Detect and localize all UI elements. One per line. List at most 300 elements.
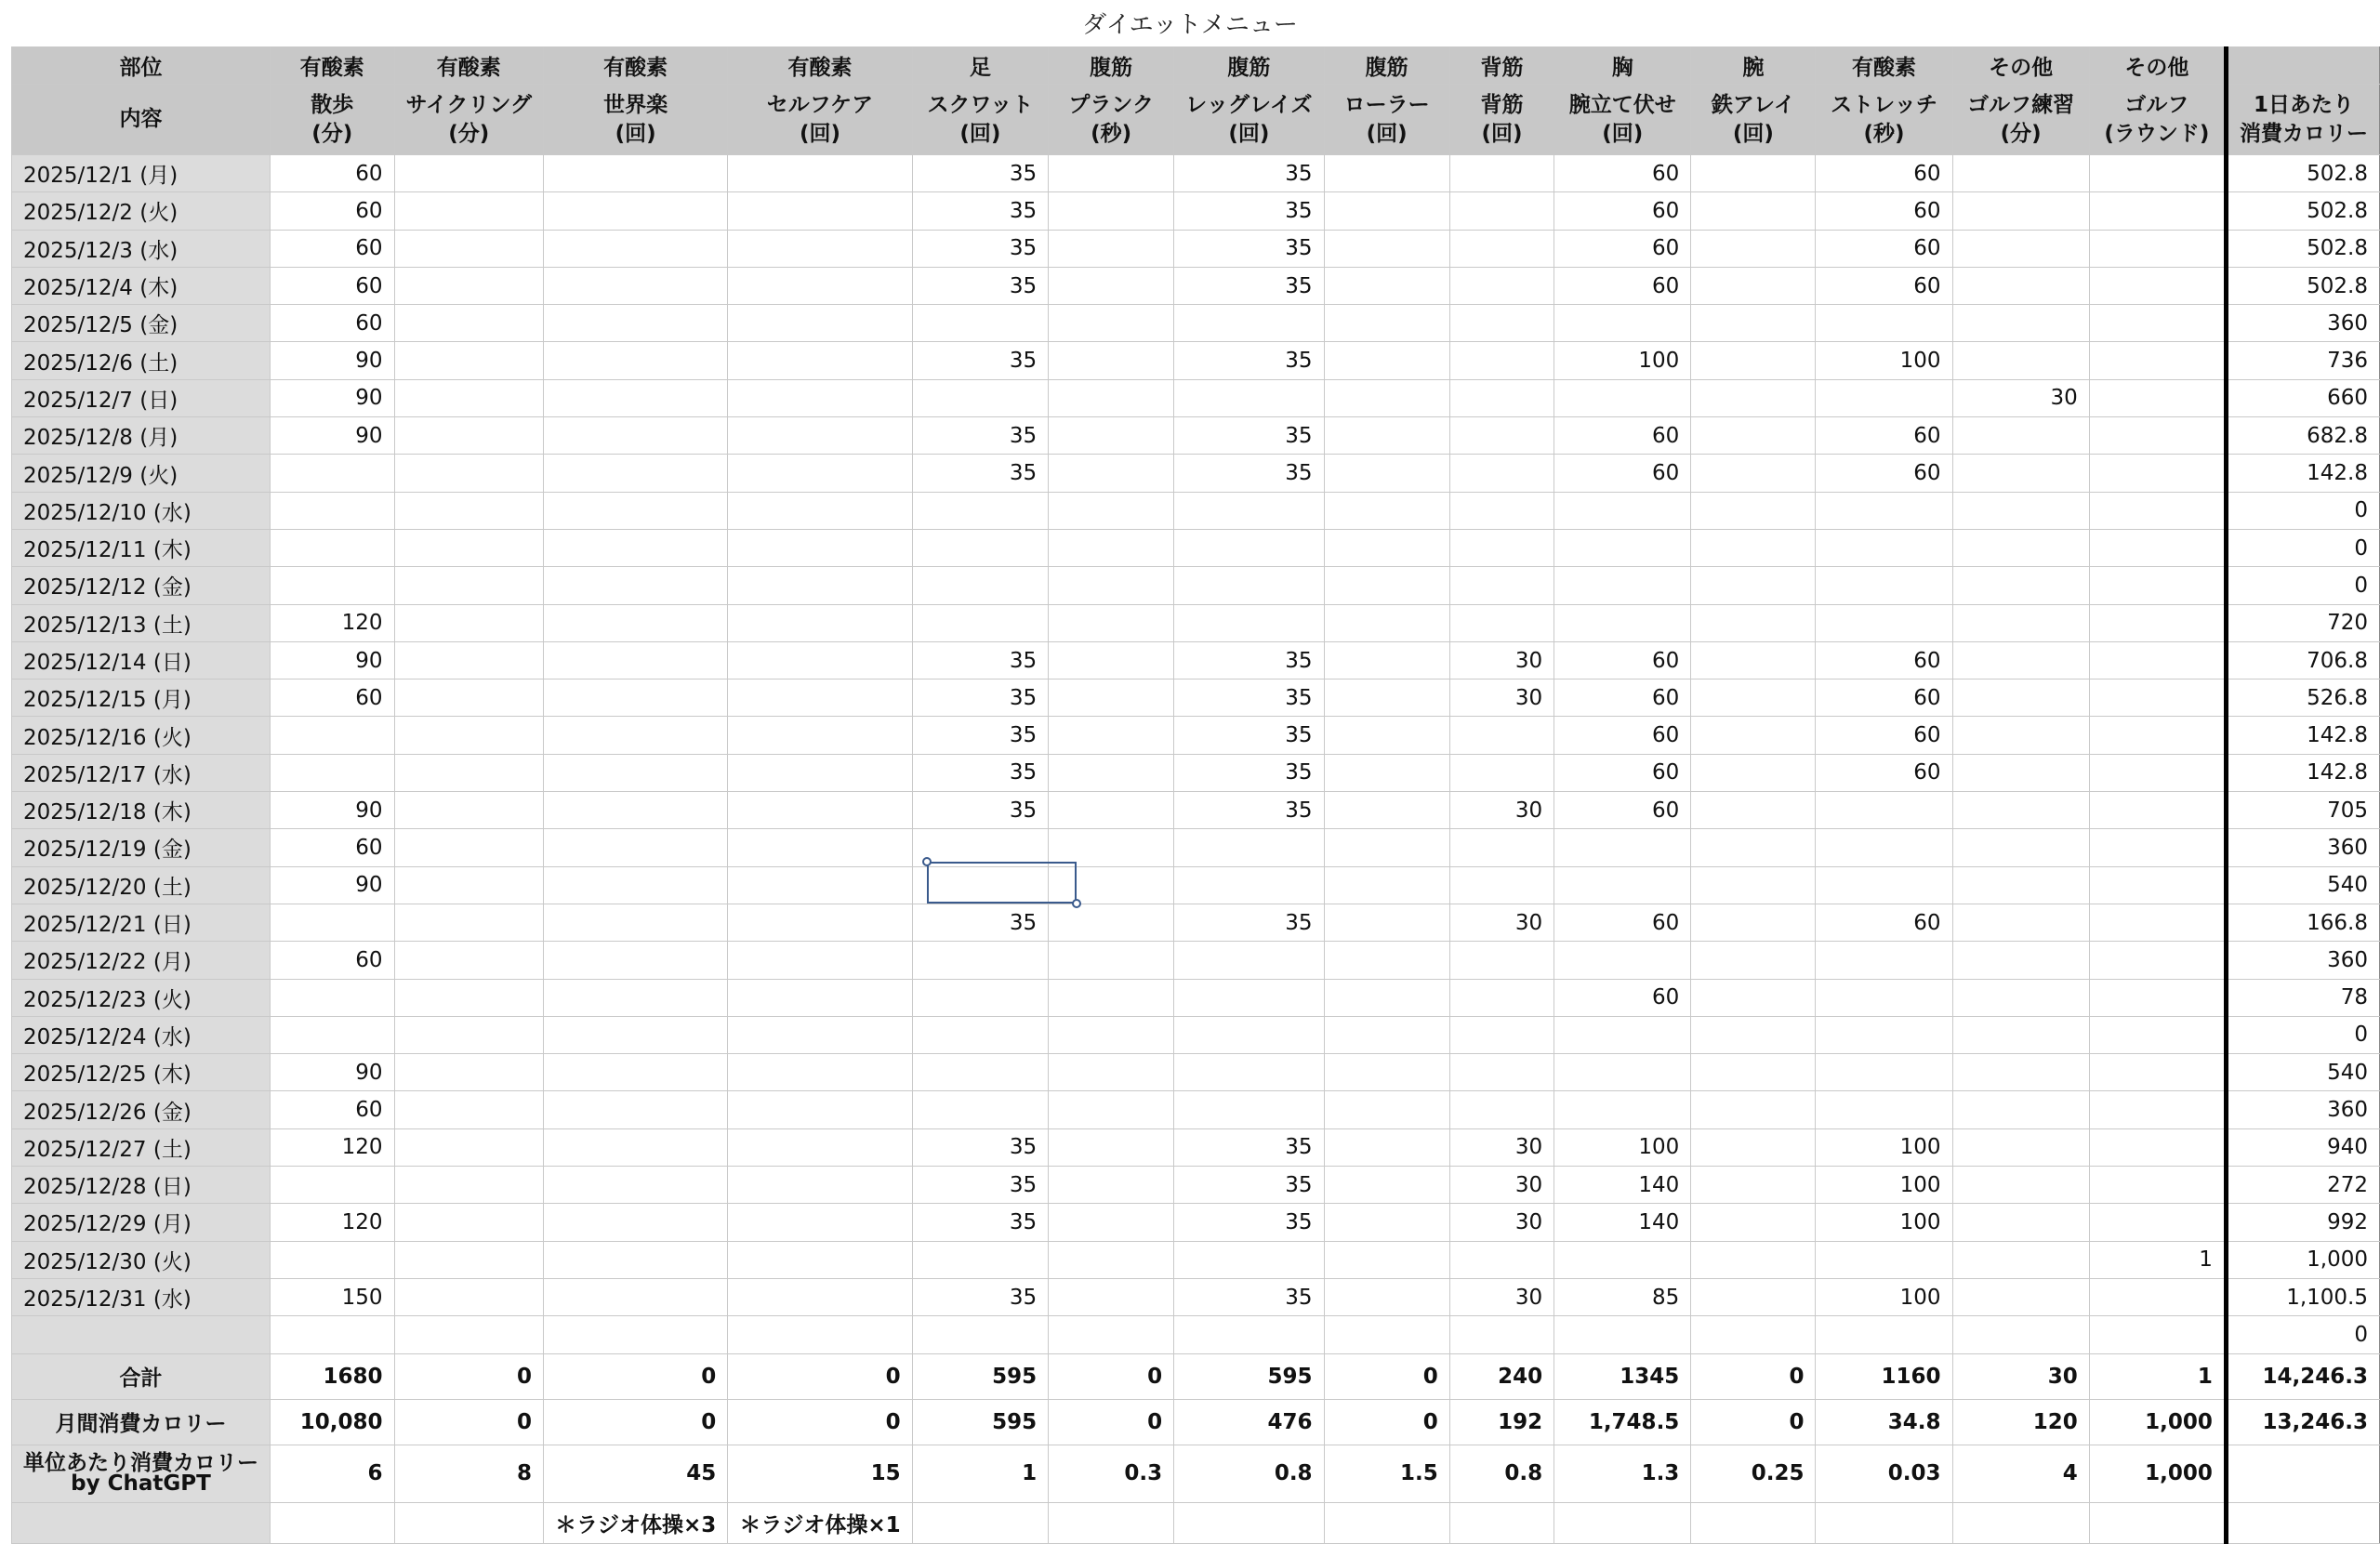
data-cell[interactable]: [1049, 192, 1174, 230]
data-cell[interactable]: [728, 267, 912, 304]
data-cell[interactable]: 35: [1174, 342, 1324, 379]
header-exercise-cell[interactable]: [2089, 85, 2226, 155]
data-cell[interactable]: [1049, 1128, 1174, 1166]
data-cell[interactable]: [1049, 1278, 1174, 1315]
date-cell[interactable]: 2025/12/22 (月): [12, 942, 271, 979]
data-cell[interactable]: [544, 1054, 728, 1091]
data-cell[interactable]: [1049, 1316, 1174, 1353]
totals-row-cell[interactable]: 240: [1449, 1353, 1554, 1399]
data-cell[interactable]: [1691, 604, 1816, 641]
data-cell[interactable]: [1449, 1316, 1554, 1353]
data-cell[interactable]: [1554, 1091, 1691, 1128]
data-cell[interactable]: [1952, 267, 2089, 304]
data-cell[interactable]: [1691, 792, 1816, 829]
data-cell[interactable]: [544, 1278, 728, 1315]
data-cell[interactable]: [1324, 1204, 1449, 1241]
data-cell[interactable]: 35: [912, 342, 1049, 379]
data-cell[interactable]: [1691, 455, 1816, 492]
data-cell[interactable]: [1816, 1091, 1952, 1128]
header-body-part-cell[interactable]: その他: [2089, 47, 2226, 85]
data-cell[interactable]: 35: [912, 904, 1049, 941]
data-cell[interactable]: [1691, 754, 1816, 791]
data-cell[interactable]: [1816, 1316, 1952, 1353]
data-cell[interactable]: [1449, 1054, 1554, 1091]
daily-calorie-cell[interactable]: 720: [2226, 604, 2379, 641]
data-cell[interactable]: [1816, 1241, 1952, 1278]
unit-calories-cell[interactable]: 1.3: [1554, 1445, 1691, 1502]
data-cell[interactable]: [394, 379, 543, 416]
data-cell[interactable]: 35: [912, 1167, 1049, 1204]
data-cell[interactable]: 35: [1174, 155, 1324, 192]
unit-calories-cell[interactable]: [2226, 1445, 2379, 1502]
data-cell[interactable]: [1174, 829, 1324, 866]
data-cell[interactable]: 60: [1554, 455, 1691, 492]
data-cell[interactable]: [1449, 192, 1554, 230]
note-cell[interactable]: [1691, 1502, 1816, 1543]
data-cell[interactable]: [1324, 866, 1449, 904]
date-cell[interactable]: 2025/12/8 (月): [12, 417, 271, 455]
daily-calorie-cell[interactable]: 502.8: [2226, 267, 2379, 304]
data-cell[interactable]: 60: [1554, 192, 1691, 230]
date-cell[interactable]: 2025/12/29 (月): [12, 1204, 271, 1241]
data-cell[interactable]: [1691, 342, 1816, 379]
data-cell[interactable]: [2089, 529, 2226, 566]
data-cell[interactable]: [1049, 754, 1174, 791]
date-cell[interactable]: 2025/12/14 (日): [12, 641, 271, 679]
data-cell[interactable]: [1554, 1316, 1691, 1353]
data-cell[interactable]: [2089, 829, 2226, 866]
data-cell[interactable]: [1049, 230, 1174, 267]
unit-calories-cell[interactable]: 0.03: [1816, 1445, 1952, 1502]
data-cell[interactable]: [1691, 829, 1816, 866]
header-exercise-cell[interactable]: [1049, 85, 1174, 155]
header-body-part-cell[interactable]: その他: [1952, 47, 2089, 85]
data-cell[interactable]: [1691, 379, 1816, 416]
data-cell[interactable]: 90: [271, 342, 395, 379]
date-cell[interactable]: 2025/12/11 (木): [12, 529, 271, 566]
monthly-calories-row-label[interactable]: 月間消費カロリー: [12, 1399, 271, 1445]
data-cell[interactable]: [1174, 529, 1324, 566]
data-cell[interactable]: 60: [1554, 641, 1691, 679]
date-cell[interactable]: 2025/12/30 (火): [12, 1241, 271, 1278]
data-cell[interactable]: [1952, 305, 2089, 342]
data-cell[interactable]: [728, 641, 912, 679]
data-cell[interactable]: 35: [1174, 641, 1324, 679]
monthly-calories-row-cell[interactable]: 0: [394, 1399, 543, 1445]
data-cell[interactable]: [1049, 1204, 1174, 1241]
header-exercise-cell[interactable]: [1554, 85, 1691, 155]
data-cell[interactable]: [1554, 1016, 1691, 1053]
data-cell[interactable]: [1049, 792, 1174, 829]
data-cell[interactable]: 60: [1816, 155, 1952, 192]
data-cell[interactable]: 90: [271, 641, 395, 679]
data-cell[interactable]: [1952, 230, 2089, 267]
totals-row-cell[interactable]: 14,246.3: [2226, 1353, 2379, 1399]
data-cell[interactable]: [394, 1241, 543, 1278]
daily-calorie-cell[interactable]: 0: [2226, 1316, 2379, 1353]
data-cell[interactable]: [2089, 942, 2226, 979]
data-cell[interactable]: [1952, 641, 2089, 679]
data-cell[interactable]: [1691, 866, 1816, 904]
data-cell[interactable]: [1049, 1091, 1174, 1128]
data-cell[interactable]: [1324, 792, 1449, 829]
data-cell[interactable]: [1816, 379, 1952, 416]
data-cell[interactable]: [1952, 1128, 2089, 1166]
data-cell[interactable]: 30: [1449, 1128, 1554, 1166]
data-cell[interactable]: 35: [1174, 267, 1324, 304]
data-cell[interactable]: 60: [1816, 455, 1952, 492]
data-cell[interactable]: [394, 641, 543, 679]
data-cell[interactable]: [271, 904, 395, 941]
data-cell[interactable]: [1174, 567, 1324, 604]
data-cell[interactable]: [912, 567, 1049, 604]
date-cell[interactable]: 2025/12/26 (金): [12, 1091, 271, 1128]
data-cell[interactable]: [271, 754, 395, 791]
data-cell[interactable]: 35: [1174, 754, 1324, 791]
data-cell[interactable]: [544, 305, 728, 342]
data-cell[interactable]: [1449, 342, 1554, 379]
date-cell[interactable]: 2025/12/18 (木): [12, 792, 271, 829]
monthly-calories-row-cell[interactable]: 10,080: [271, 1399, 395, 1445]
data-cell[interactable]: [544, 754, 728, 791]
header-body-part-cell[interactable]: 有酸素: [544, 47, 728, 85]
data-cell[interactable]: [1691, 717, 1816, 754]
header-exercise-cell[interactable]: [1174, 85, 1324, 155]
data-cell[interactable]: [2089, 866, 2226, 904]
data-cell[interactable]: [2089, 641, 2226, 679]
daily-calorie-cell[interactable]: 142.8: [2226, 717, 2379, 754]
header-body-part-cell[interactable]: 腹筋: [1324, 47, 1449, 85]
data-cell[interactable]: [728, 942, 912, 979]
data-cell[interactable]: [2089, 379, 2226, 416]
unit-calories-cell[interactable]: 8: [394, 1445, 543, 1502]
data-cell[interactable]: [1049, 455, 1174, 492]
monthly-calories-row-cell[interactable]: 13,246.3: [2226, 1399, 2379, 1445]
data-cell[interactable]: [728, 492, 912, 529]
note-cell[interactable]: [1449, 1502, 1554, 1543]
data-cell[interactable]: [728, 305, 912, 342]
unit-calories-label[interactable]: [12, 1445, 271, 1502]
data-cell[interactable]: [1324, 754, 1449, 791]
data-cell[interactable]: [912, 1241, 1049, 1278]
data-cell[interactable]: 35: [1174, 1204, 1324, 1241]
data-cell[interactable]: [394, 192, 543, 230]
data-cell[interactable]: [394, 754, 543, 791]
data-cell[interactable]: [1324, 829, 1449, 866]
header-body-part-cell[interactable]: 有酸素: [728, 47, 912, 85]
data-cell[interactable]: [1691, 417, 1816, 455]
daily-calorie-cell[interactable]: 705: [2226, 792, 2379, 829]
data-cell[interactable]: 60: [271, 829, 395, 866]
data-cell[interactable]: 35: [912, 192, 1049, 230]
data-cell[interactable]: [912, 829, 1049, 866]
data-cell[interactable]: 35: [1174, 455, 1324, 492]
data-cell[interactable]: [2089, 604, 2226, 641]
data-cell[interactable]: [394, 904, 543, 941]
data-cell[interactable]: [1952, 342, 2089, 379]
data-cell[interactable]: [2089, 680, 2226, 717]
header-body-part-cell[interactable]: 足: [912, 47, 1049, 85]
data-cell[interactable]: [1691, 492, 1816, 529]
data-cell[interactable]: [1554, 567, 1691, 604]
data-cell[interactable]: [1691, 1204, 1816, 1241]
data-cell[interactable]: 35: [1174, 230, 1324, 267]
data-cell[interactable]: [2089, 417, 2226, 455]
data-cell[interactable]: 35: [1174, 1128, 1324, 1166]
data-cell[interactable]: [1324, 567, 1449, 604]
data-cell[interactable]: [544, 267, 728, 304]
data-cell[interactable]: [544, 342, 728, 379]
data-cell[interactable]: [728, 680, 912, 717]
data-cell[interactable]: [1049, 417, 1174, 455]
data-cell[interactable]: [1816, 305, 1952, 342]
date-cell[interactable]: 2025/12/19 (金): [12, 829, 271, 866]
data-cell[interactable]: [912, 1054, 1049, 1091]
data-cell[interactable]: 35: [912, 641, 1049, 679]
data-cell[interactable]: [544, 792, 728, 829]
data-cell[interactable]: [728, 792, 912, 829]
header-label-body-part[interactable]: 部位: [12, 47, 271, 85]
note-cell[interactable]: [1174, 1502, 1324, 1543]
data-cell[interactable]: [1816, 1054, 1952, 1091]
data-cell[interactable]: [1324, 305, 1449, 342]
daily-calorie-cell[interactable]: 502.8: [2226, 230, 2379, 267]
data-cell[interactable]: [544, 1316, 728, 1353]
data-cell[interactable]: [1324, 717, 1449, 754]
data-cell[interactable]: 100: [1816, 1204, 1952, 1241]
data-cell[interactable]: [1324, 1128, 1449, 1166]
data-cell[interactable]: [1449, 717, 1554, 754]
header-body-part-cell[interactable]: 腹筋: [1174, 47, 1324, 85]
data-cell[interactable]: [1324, 979, 1449, 1016]
monthly-calories-row-cell[interactable]: 192: [1449, 1399, 1554, 1445]
data-cell[interactable]: 60: [1554, 979, 1691, 1016]
data-cell[interactable]: [1324, 230, 1449, 267]
data-cell[interactable]: [1449, 604, 1554, 641]
note-cell[interactable]: [394, 1502, 543, 1543]
data-cell[interactable]: 35: [1174, 904, 1324, 941]
data-cell[interactable]: [1691, 1241, 1816, 1278]
data-cell[interactable]: 30: [1449, 680, 1554, 717]
data-cell[interactable]: [394, 230, 543, 267]
data-cell[interactable]: 35: [912, 1128, 1049, 1166]
data-cell[interactable]: 60: [271, 267, 395, 304]
data-cell[interactable]: [394, 455, 543, 492]
totals-row-label[interactable]: 合計: [12, 1353, 271, 1399]
note-cell[interactable]: ＊ラジオ体操×1: [728, 1502, 912, 1543]
totals-row-cell[interactable]: 30: [1952, 1353, 2089, 1399]
data-cell[interactable]: [2089, 1091, 2226, 1128]
data-cell[interactable]: [728, 455, 912, 492]
data-cell[interactable]: [728, 866, 912, 904]
data-cell[interactable]: 30: [1449, 1167, 1554, 1204]
data-cell[interactable]: 60: [1816, 230, 1952, 267]
monthly-calories-row-cell[interactable]: 0: [1049, 1399, 1174, 1445]
data-cell[interactable]: [1952, 604, 2089, 641]
data-cell[interactable]: [1816, 567, 1952, 604]
unit-calories-cell[interactable]: 15: [728, 1445, 912, 1502]
data-cell[interactable]: [1952, 455, 2089, 492]
data-cell[interactable]: [1449, 1091, 1554, 1128]
data-cell[interactable]: [1174, 1091, 1324, 1128]
data-cell[interactable]: [394, 417, 543, 455]
header-body-part-cell[interactable]: 有酸素: [394, 47, 543, 85]
data-cell[interactable]: [912, 1016, 1049, 1053]
data-cell[interactable]: [1174, 492, 1324, 529]
data-cell[interactable]: [1324, 342, 1449, 379]
data-cell[interactable]: [544, 492, 728, 529]
data-cell[interactable]: 60: [1816, 754, 1952, 791]
data-cell[interactable]: [394, 1091, 543, 1128]
data-cell[interactable]: [1691, 230, 1816, 267]
data-cell[interactable]: 90: [271, 417, 395, 455]
data-cell[interactable]: [1952, 754, 2089, 791]
data-cell[interactable]: [1049, 1054, 1174, 1091]
data-cell[interactable]: 90: [271, 379, 395, 416]
data-cell[interactable]: 120: [271, 604, 395, 641]
daily-calorie-cell[interactable]: 992: [2226, 1204, 2379, 1241]
monthly-calories-row-cell[interactable]: 0: [544, 1399, 728, 1445]
data-cell[interactable]: 100: [1554, 1128, 1691, 1166]
data-cell[interactable]: [2089, 267, 2226, 304]
data-cell[interactable]: [912, 492, 1049, 529]
data-cell[interactable]: 1: [2089, 1241, 2226, 1278]
totals-row-cell[interactable]: 1160: [1816, 1353, 1952, 1399]
data-cell[interactable]: 35: [1174, 680, 1324, 717]
data-cell[interactable]: [1952, 904, 2089, 941]
data-cell[interactable]: [1816, 529, 1952, 566]
data-cell[interactable]: [544, 155, 728, 192]
date-cell[interactable]: 2025/12/9 (火): [12, 455, 271, 492]
data-cell[interactable]: [1049, 155, 1174, 192]
data-cell[interactable]: [544, 1204, 728, 1241]
data-cell[interactable]: [544, 717, 728, 754]
monthly-calories-row-cell[interactable]: 1,000: [2089, 1399, 2226, 1445]
header-body-part-cell[interactable]: 有酸素: [271, 47, 395, 85]
data-cell[interactable]: [544, 641, 728, 679]
data-cell[interactable]: [1691, 904, 1816, 941]
data-cell[interactable]: [1324, 1091, 1449, 1128]
data-cell[interactable]: 100: [1816, 1278, 1952, 1315]
data-cell[interactable]: 100: [1816, 1167, 1952, 1204]
unit-calories-cell[interactable]: 45: [544, 1445, 728, 1502]
monthly-calories-row-cell[interactable]: 476: [1174, 1399, 1324, 1445]
data-cell[interactable]: [1049, 1016, 1174, 1053]
data-cell[interactable]: 60: [1554, 717, 1691, 754]
notes-label[interactable]: [12, 1502, 271, 1543]
data-cell[interactable]: [728, 1278, 912, 1315]
data-cell[interactable]: [2089, 230, 2226, 267]
data-cell[interactable]: [1449, 230, 1554, 267]
data-cell[interactable]: [1691, 192, 1816, 230]
data-cell[interactable]: 35: [1174, 717, 1324, 754]
totals-row-cell[interactable]: 1680: [271, 1353, 395, 1399]
data-cell[interactable]: [1449, 492, 1554, 529]
data-cell[interactable]: 30: [1449, 904, 1554, 941]
data-cell[interactable]: [1324, 1278, 1449, 1315]
date-cell[interactable]: [12, 1316, 271, 1353]
daily-calorie-cell[interactable]: 360: [2226, 829, 2379, 866]
data-cell[interactable]: [728, 904, 912, 941]
daily-calorie-cell[interactable]: 526.8: [2226, 680, 2379, 717]
data-cell[interactable]: [2089, 305, 2226, 342]
daily-calorie-cell[interactable]: 660: [2226, 379, 2379, 416]
data-cell[interactable]: [394, 1054, 543, 1091]
data-cell[interactable]: 30: [1449, 1204, 1554, 1241]
data-cell[interactable]: 60: [1816, 904, 1952, 941]
note-cell[interactable]: [1816, 1502, 1952, 1543]
data-cell[interactable]: [1952, 155, 2089, 192]
unit-calories-cell[interactable]: 0.3: [1049, 1445, 1174, 1502]
data-cell[interactable]: [912, 1091, 1049, 1128]
header-body-part-cell[interactable]: 腕: [1691, 47, 1816, 85]
data-cell[interactable]: [394, 1278, 543, 1315]
date-cell[interactable]: 2025/12/2 (火): [12, 192, 271, 230]
data-cell[interactable]: [544, 529, 728, 566]
data-cell[interactable]: [2089, 155, 2226, 192]
date-cell[interactable]: 2025/12/23 (火): [12, 979, 271, 1016]
data-cell[interactable]: 60: [271, 942, 395, 979]
data-cell[interactable]: [1324, 417, 1449, 455]
data-cell[interactable]: [2089, 342, 2226, 379]
data-cell[interactable]: 35: [912, 1278, 1049, 1315]
data-cell[interactable]: [394, 1204, 543, 1241]
monthly-calories-row-cell[interactable]: 595: [912, 1399, 1049, 1445]
data-cell[interactable]: [1324, 267, 1449, 304]
data-cell[interactable]: [394, 1128, 543, 1166]
data-cell[interactable]: [1049, 1241, 1174, 1278]
data-cell[interactable]: [1449, 979, 1554, 1016]
data-cell[interactable]: 35: [912, 417, 1049, 455]
data-cell[interactable]: [1816, 492, 1952, 529]
date-cell[interactable]: 2025/12/15 (月): [12, 680, 271, 717]
data-cell[interactable]: 35: [912, 230, 1049, 267]
data-cell[interactable]: [394, 267, 543, 304]
note-cell[interactable]: [2226, 1502, 2379, 1543]
data-cell[interactable]: [394, 942, 543, 979]
daily-calorie-cell[interactable]: 272: [2226, 1167, 2379, 1204]
data-cell[interactable]: [1952, 1054, 2089, 1091]
note-cell[interactable]: [2089, 1502, 2226, 1543]
data-cell[interactable]: [544, 1016, 728, 1053]
data-cell[interactable]: [728, 567, 912, 604]
daily-calorie-cell[interactable]: 0: [2226, 567, 2379, 604]
header-exercise-cell[interactable]: [2226, 85, 2379, 155]
data-cell[interactable]: [1952, 417, 2089, 455]
data-cell[interactable]: 90: [271, 866, 395, 904]
data-cell[interactable]: [544, 1167, 728, 1204]
data-cell[interactable]: [728, 1241, 912, 1278]
daily-calorie-cell[interactable]: 502.8: [2226, 192, 2379, 230]
data-cell[interactable]: [1174, 1016, 1324, 1053]
data-cell[interactable]: [1449, 417, 1554, 455]
data-cell[interactable]: [2089, 1316, 2226, 1353]
data-cell[interactable]: [1174, 1316, 1324, 1353]
data-cell[interactable]: [2089, 1128, 2226, 1166]
data-cell[interactable]: [394, 680, 543, 717]
data-cell[interactable]: 60: [1816, 192, 1952, 230]
data-cell[interactable]: [1554, 492, 1691, 529]
data-cell[interactable]: [544, 1241, 728, 1278]
data-cell[interactable]: [728, 1167, 912, 1204]
data-cell[interactable]: [1449, 267, 1554, 304]
data-cell[interactable]: [544, 192, 728, 230]
data-cell[interactable]: [1174, 866, 1324, 904]
data-cell[interactable]: 35: [912, 455, 1049, 492]
header-body-part-cell[interactable]: [2226, 47, 2379, 85]
data-cell[interactable]: [271, 455, 395, 492]
data-cell[interactable]: 30: [1952, 379, 2089, 416]
